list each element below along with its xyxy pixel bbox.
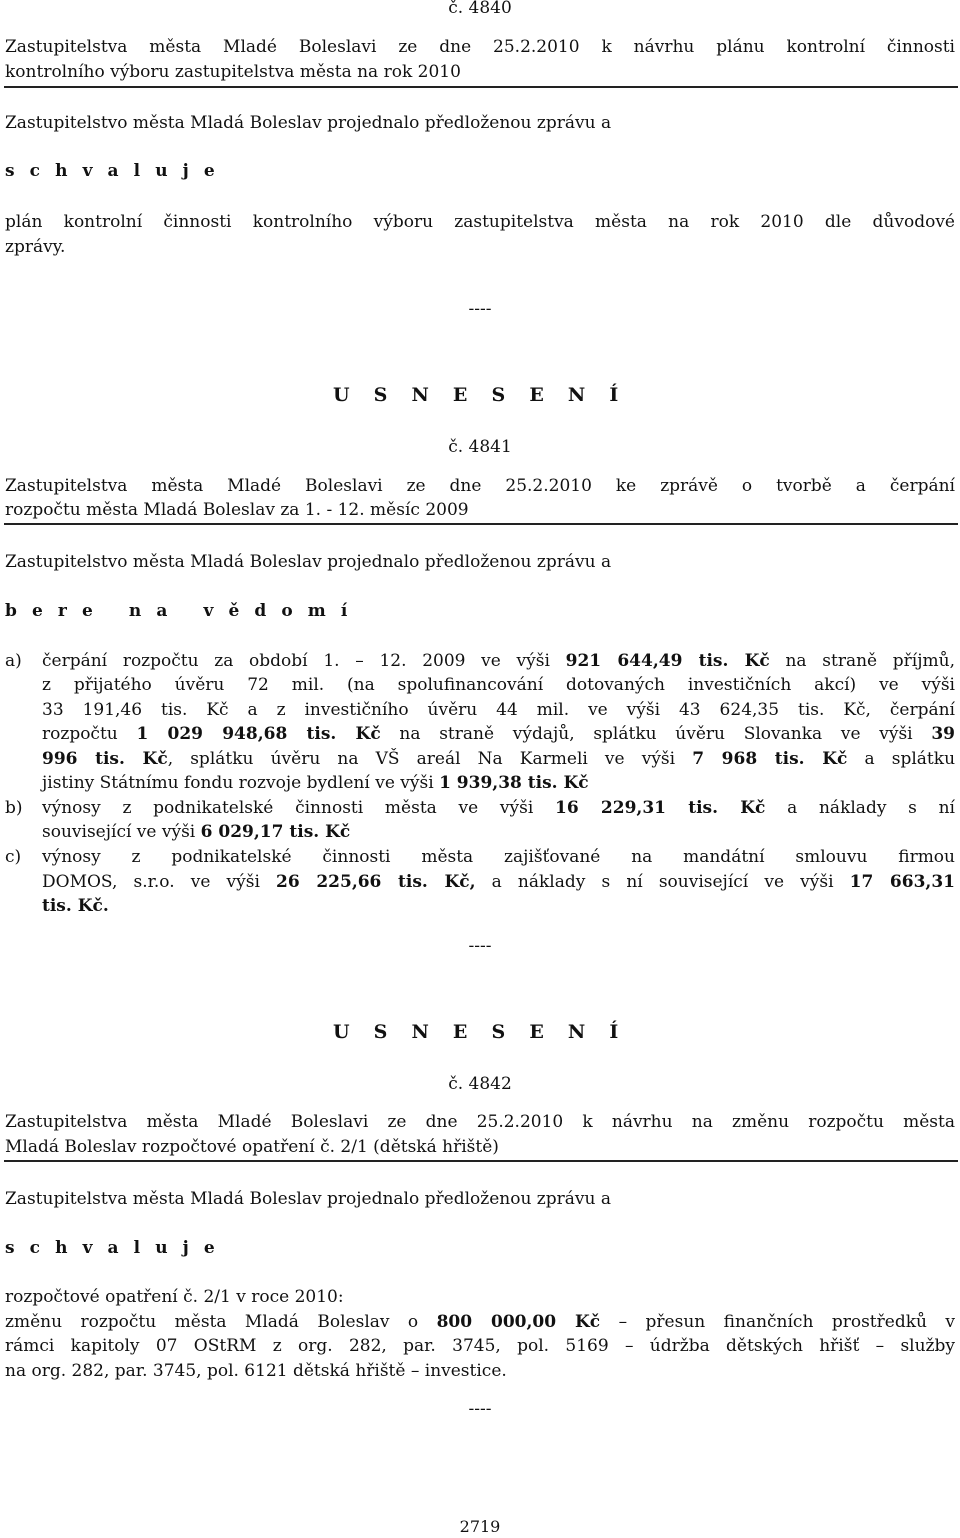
resolution-number-4842: č. 4842 bbox=[448, 1074, 512, 1094]
list-item-a-line: 996 tis. Kč, splátku úvěru na VŠ areál Na Karmeli ve výši 7 968 tis. Kč a splátku bbox=[42, 749, 956, 769]
body-text: na org. 282, par. 3745, pol. 6121 dětská hřiště – investice. bbox=[5, 1361, 507, 1381]
body-text: rámci kapitoly 07 OStRM z org. 282, par. 3745, pol. 5169 – údržba dětských hřišť – služby bbox=[5, 1336, 955, 1356]
resolution-verb: s c h v a l u j e bbox=[5, 1238, 220, 1258]
list-item-a-line: rozpočtu 1 029 948,68 tis. Kč na straně výdajů, splátku úvěru Slovanka ve výši 39 bbox=[42, 724, 955, 744]
resolution-title-line: Zastupitelstva města Mladé Boleslavi ze dne 25.2.2010 k návrhu plánu kontrolní činnosti bbox=[5, 37, 955, 57]
list-item-a-line: jistiny Státnímu fondu rozvoje bydlení ve výši 1 939,38 tis. Kč bbox=[42, 773, 589, 793]
resolution-number-4840: č. 4840 bbox=[448, 0, 512, 18]
list-item-c-line: DOMOS, s.r.o. ve výši 26 225,66 tis. Kč, a náklady s ní související ve výši 17 663,31 bbox=[42, 872, 955, 892]
body-text: zprávy. bbox=[5, 237, 66, 257]
list-marker-b: b) bbox=[5, 798, 23, 818]
resolution-verb: s c h v a l u j e bbox=[5, 161, 220, 181]
list-marker-a: a) bbox=[5, 651, 22, 671]
intro-text: Zastupitelstvo města Mladá Boleslav projednalo předloženou zprávu a bbox=[5, 113, 612, 133]
separator: ---- bbox=[468, 936, 492, 956]
list-item-b-line: související ve výši 6 029,17 tis. Kč bbox=[42, 822, 351, 842]
resolution-heading: U S N E S E N Í bbox=[332, 384, 627, 406]
list-item-b-line: výnosy z podnikatelské činnosti města ve výši 16 229,31 tis. Kč a náklady s ní bbox=[42, 798, 955, 818]
title-underline bbox=[4, 86, 958, 88]
list-item-a-line: z přijatého úvěru 72 mil. (na spolufinancování dotovaných investičních akcí) ve výši bbox=[42, 675, 955, 695]
separator: ---- bbox=[468, 1399, 492, 1419]
resolution-number-4841: č. 4841 bbox=[448, 437, 512, 457]
resolution-title-line: rozpočtu města Mladá Boleslav za 1. - 12. měsíc 2009 bbox=[5, 500, 469, 520]
resolution-verb: b e r e n a v ě d o m í bbox=[5, 601, 352, 621]
resolution-heading: U S N E S E N Í bbox=[332, 1021, 627, 1043]
list-item-c-line: výnosy z podnikatelské činnosti města zajišťované na mandátní smlouvu firmou bbox=[42, 847, 955, 867]
resolution-title-line: Zastupitelstva města Mladé Boleslavi ze dne 25.2.2010 ke zprávě o tvorbě a čerpání bbox=[5, 476, 955, 496]
page-number: 2719 bbox=[459, 1517, 501, 1536]
intro-text: Zastupitelstva města Mladá Boleslav projednalo předloženou zprávu a bbox=[5, 1189, 611, 1209]
list-item-a-line: čerpání rozpočtu za období 1. – 12. 2009 ve výši 921 644,49 tis. Kč na straně příjmů, bbox=[42, 651, 955, 671]
resolution-title-line: Zastupitelstva města Mladé Boleslavi ze dne 25.2.2010 k návrhu na změnu rozpočtu města bbox=[5, 1112, 955, 1132]
title-underline bbox=[4, 523, 958, 525]
resolution-title-line: Mladá Boleslav rozpočtové opatření č. 2/1 (dětská hřiště) bbox=[5, 1137, 499, 1157]
body-text: změnu rozpočtu města Mladá Boleslav o 800 000,00 Kč – přesun finančních prostředků v bbox=[5, 1312, 955, 1332]
resolution-title-line: kontrolního výboru zastupitelstva města na rok 2010 bbox=[5, 62, 461, 82]
list-marker-c: c) bbox=[5, 847, 22, 867]
title-underline bbox=[4, 1160, 958, 1162]
body-text: plán kontrolní činnosti kontrolního výboru zastupitelstva města na rok 2010 dle důvodové bbox=[5, 212, 955, 232]
list-item-a-line: 33 191,46 tis. Kč a z investičního úvěru 44 mil. ve výši 43 624,35 tis. Kč, čerpání bbox=[42, 700, 955, 720]
list-item-c-line: tis. Kč. bbox=[42, 896, 109, 916]
separator: ---- bbox=[468, 299, 492, 319]
intro-text: Zastupitelstvo města Mladá Boleslav projednalo předloženou zprávu a bbox=[5, 552, 612, 572]
body-text: rozpočtové opatření č. 2/1 v roce 2010: bbox=[5, 1287, 344, 1307]
